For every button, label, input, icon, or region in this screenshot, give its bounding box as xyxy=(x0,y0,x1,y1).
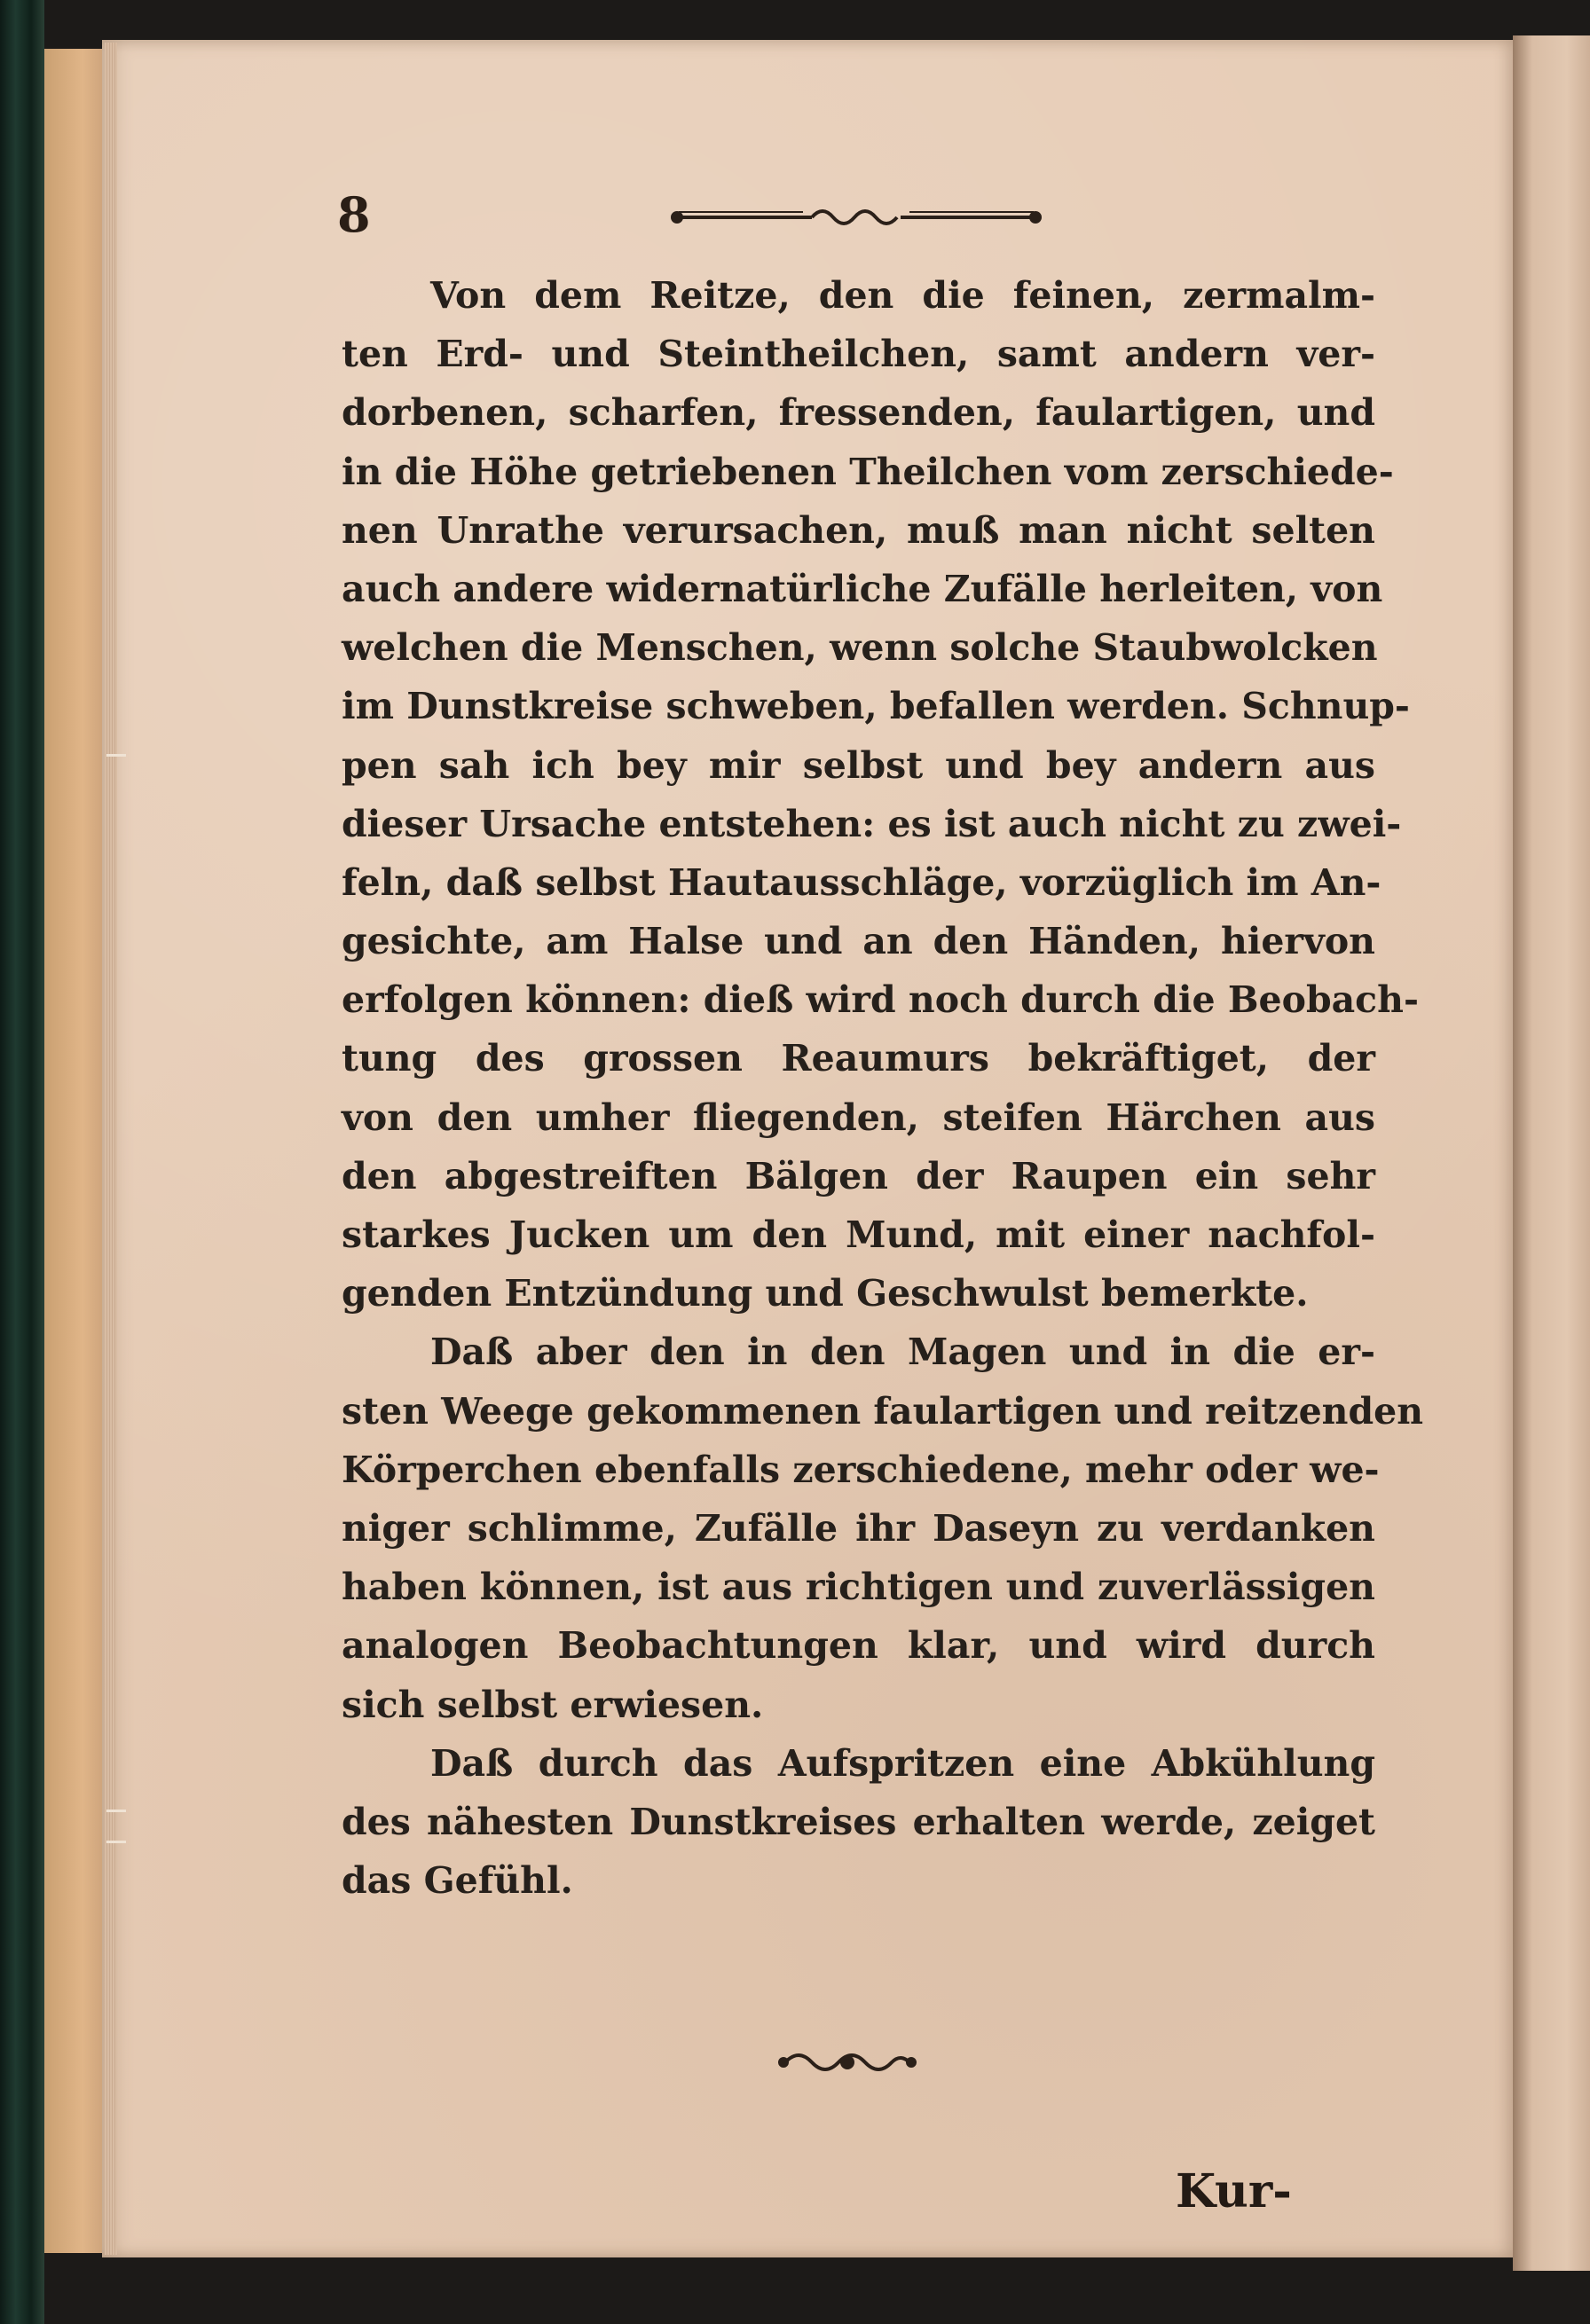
binding-thread xyxy=(106,1810,126,1812)
binding-thread xyxy=(106,1841,126,1843)
text-line: feln, daß selbst Hautausschläge, vorzüglich im An- xyxy=(342,860,1381,904)
text-line: sich selbst erwiesen. xyxy=(342,1683,764,1726)
text-line: von den umher fliegenden, steifen Härchen aus xyxy=(342,1095,1375,1139)
facing-page-edge xyxy=(1513,35,1590,2271)
page-number: 8 xyxy=(337,186,371,243)
text-line: im Dunstkreise schweben, befallen werden. Schnup- xyxy=(342,685,1410,728)
text-line: welchen die Menschen, wenn solche Staubwolcken xyxy=(342,626,1378,670)
text-line: nen Unrathe verursachen, muß man nicht selten xyxy=(342,508,1375,552)
text-line: sten Weege gekommenen faulartigen und reitzenden xyxy=(342,1389,1424,1433)
text-line: Von dem Reitze, den die feinen, zermalm- xyxy=(430,274,1375,317)
text-line: pen sah ich bey mir selbst und bey andern aus xyxy=(342,743,1375,787)
text-line: des nähesten Dunstkreises erhalten werde, zeiget xyxy=(342,1800,1375,1843)
text-line: niger schlimme, Zufälle ihr Daseyn zu verdanken xyxy=(342,1506,1375,1550)
page-edge-stack xyxy=(105,43,117,2255)
header-ornament-icon xyxy=(670,191,1043,244)
text-line: haben können, ist aus richtigen und zuverlässigen xyxy=(342,1566,1375,1609)
paragraph-3 xyxy=(342,1734,1375,1911)
text-line: in die Höhe getriebenen Theilchen vom zerschiede- xyxy=(342,450,1394,493)
text-line: tung des grossen Reaumurs bekräftiget, der xyxy=(342,1037,1375,1080)
text-line: gesichte, am Halse und an den Händen, hiervon xyxy=(342,920,1375,963)
text-line: den abgestreiften Bälgen der Raupen ein sehr xyxy=(342,1154,1375,1197)
text-line: Daß aber den in den Magen und in die er- xyxy=(430,1331,1375,1374)
catchword: Kur- xyxy=(1176,2164,1292,2218)
text-line: genden Entzündung und Geschwulst bemerkte. xyxy=(342,1272,1309,1315)
text-line: dieser Ursache entstehen: es ist auch nicht zu zwei- xyxy=(342,802,1402,845)
book-spine xyxy=(0,0,44,2324)
paragraph-1 xyxy=(342,266,1419,1323)
cover-edge xyxy=(44,49,108,2253)
binding-thread xyxy=(106,754,126,757)
text-line: ten Erd- und Steintheilchen, samt andern ver- xyxy=(342,333,1375,376)
text-line: auch andere widernatürliche Zufälle herleiten, von xyxy=(342,567,1383,610)
footer-ornament-icon xyxy=(776,2040,918,2085)
text-line: starkes Jucken um den Mund, mit einer nachfol- xyxy=(342,1213,1375,1256)
text-line: analogen Beobachtungen klar, und wird durch xyxy=(342,1624,1375,1668)
text-line: das Gefühl. xyxy=(342,1859,573,1903)
text-line: dorbenen, scharfen, fressenden, faulartigen, und xyxy=(342,391,1375,435)
text-line: erfolgen können: dieß wird noch durch die Beobach- xyxy=(342,978,1419,1022)
text-line: Daß durch das Aufspritzen eine Abkühlung xyxy=(430,1741,1375,1785)
paragraph-2 xyxy=(342,1323,1424,1733)
body-text xyxy=(342,266,1424,1910)
text-line: Körperchen ebenfalls zerschiedene, mehr oder we- xyxy=(342,1448,1380,1491)
